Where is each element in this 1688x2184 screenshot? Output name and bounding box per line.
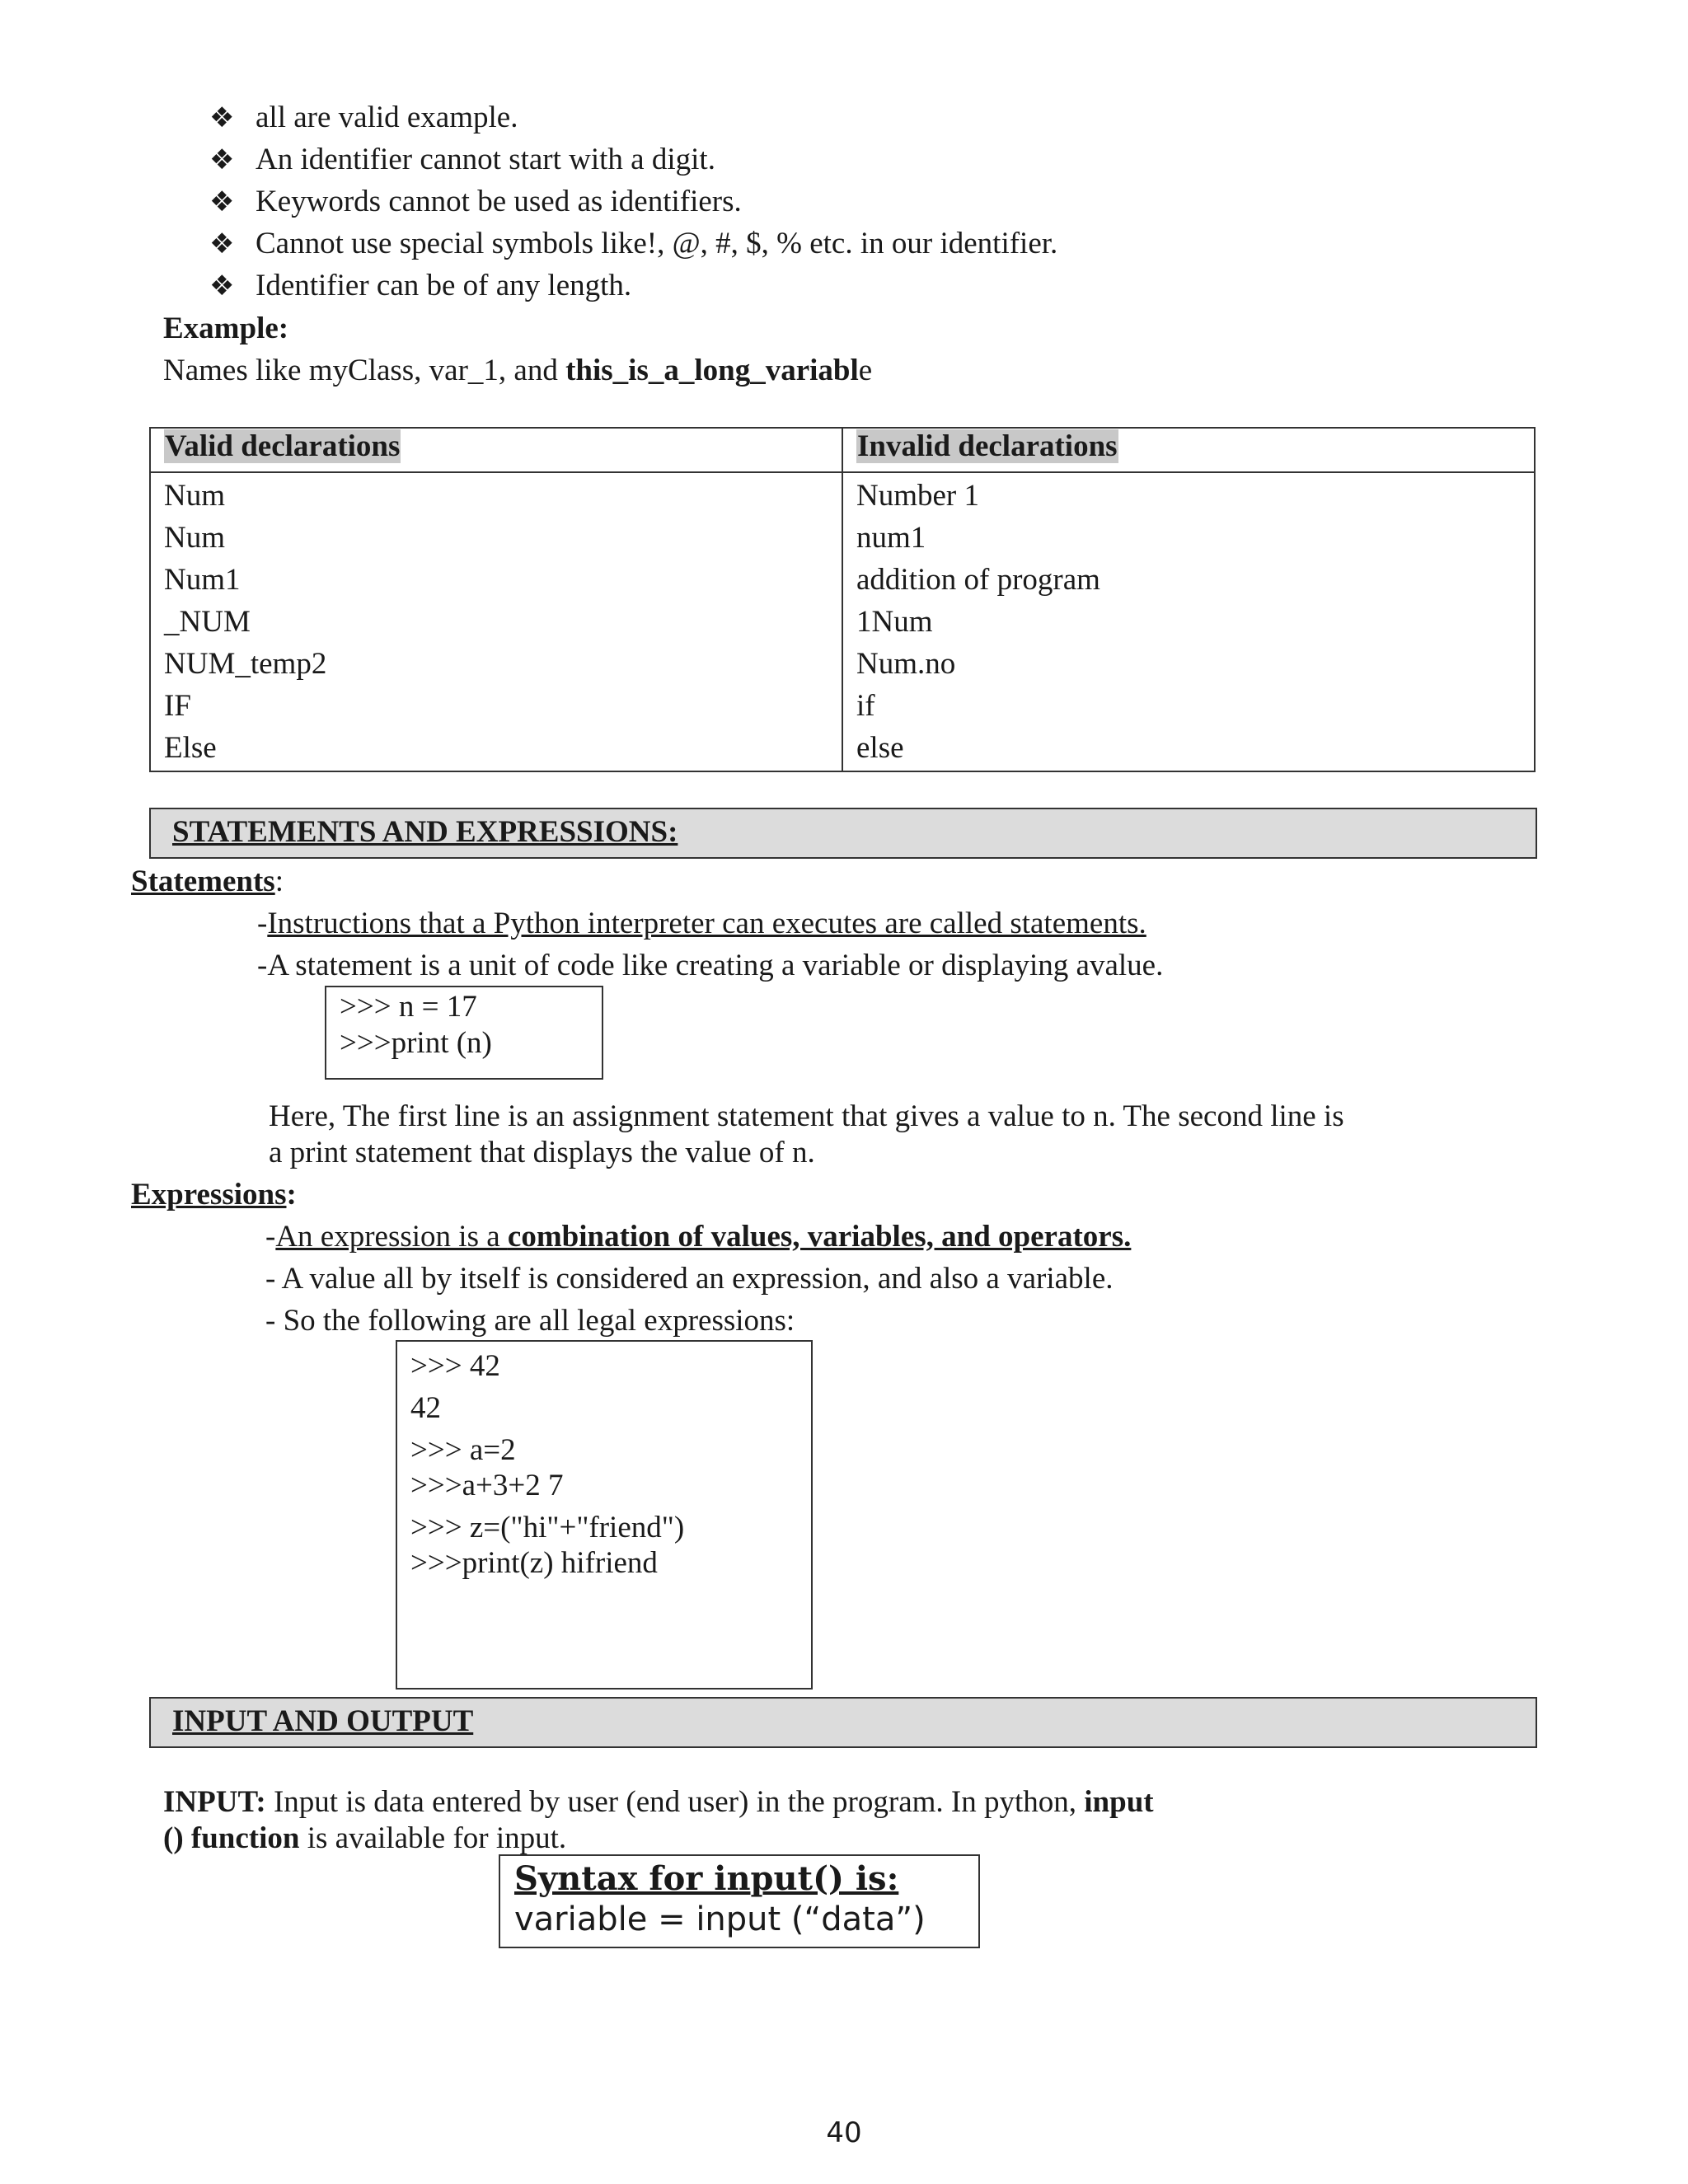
code-line: >>>print (n) bbox=[340, 1026, 492, 1060]
statements-line-2: -A statement is a unit of code like creating a variable or displaying avalue. bbox=[257, 949, 1164, 982]
code-line: >>> 42 bbox=[410, 1349, 500, 1383]
declarations-table bbox=[149, 427, 1536, 772]
code-line: >>> n = 17 bbox=[340, 990, 477, 1024]
code-line: 42 bbox=[410, 1391, 441, 1425]
code-line: >>>print(z) hifriend bbox=[410, 1546, 658, 1580]
statements-line-1: -Instructions that a Python interpreter can executes are called statements. bbox=[257, 907, 1146, 940]
statement-code-box bbox=[325, 986, 603, 1080]
cell-value: Num bbox=[164, 479, 225, 513]
code-line: >>> z=("hi"+"friend") bbox=[410, 1511, 685, 1544]
statements-explain-2: a print statement that displays the value of n. bbox=[269, 1136, 815, 1169]
cell-value: IF bbox=[164, 689, 191, 723]
cell-value: if bbox=[856, 689, 875, 723]
bullet-text: Identifier can be of any length. bbox=[256, 269, 632, 302]
cell-value: _NUM bbox=[164, 605, 251, 639]
syntax-box bbox=[499, 1854, 980, 1948]
syntax-line: variable = input (“data”) bbox=[514, 1900, 926, 1938]
list-item bbox=[209, 223, 1057, 265]
expressions-heading: Expressions: bbox=[131, 1178, 297, 1212]
code-line: >>>a+3+2 7 bbox=[410, 1469, 564, 1502]
cell-value: 1Num bbox=[856, 605, 933, 639]
diamond-bullet-icon: ❖ bbox=[209, 101, 235, 134]
section-header-statements: STATEMENTS AND EXPRESSIONS: bbox=[149, 808, 1537, 859]
example-line bbox=[163, 353, 872, 389]
list-item bbox=[209, 96, 1057, 138]
expression-code-box bbox=[396, 1340, 813, 1690]
statements-explain-1: Here, The first line is an assignment statement that gives a value to n. The second line is bbox=[269, 1099, 1344, 1133]
example-text: Names like myClass, var_1, and bbox=[163, 354, 566, 387]
bullet-list bbox=[209, 96, 1057, 307]
diamond-bullet-icon: ❖ bbox=[209, 269, 235, 302]
list-item bbox=[209, 180, 1057, 223]
code-line: >>> a=2 bbox=[410, 1433, 516, 1467]
example-bold-text: this_is_a_long_variabl bbox=[565, 354, 859, 387]
diamond-bullet-icon: ❖ bbox=[209, 227, 235, 260]
cell-value: NUM_temp2 bbox=[164, 647, 327, 681]
statements-heading: Statements: bbox=[131, 865, 284, 898]
bullet-text: Cannot use special symbols like!, @, #, $, % etc. in our identifier. bbox=[256, 227, 1058, 260]
cell-value: addition of program bbox=[856, 563, 1100, 597]
valid-cell bbox=[150, 472, 842, 771]
cell-value: num1 bbox=[856, 521, 926, 555]
diamond-bullet-icon: ❖ bbox=[209, 185, 235, 218]
cell-value: Num bbox=[164, 521, 225, 555]
bullet-text: all are valid example. bbox=[256, 101, 518, 134]
example-suffix: e bbox=[858, 354, 873, 387]
expressions-line-2: - A value all by itself is considered an expression, and also a variable. bbox=[265, 1262, 1114, 1296]
list-item bbox=[209, 138, 1057, 180]
invalid-cell bbox=[842, 472, 1535, 771]
cell-value: Num1 bbox=[164, 563, 241, 597]
input-paragraph-line-1: INPUT: Input is data entered by user (end user) in the program. In python, input bbox=[163, 1785, 1154, 1819]
diamond-bullet-icon: ❖ bbox=[209, 143, 235, 176]
cell-value: Number 1 bbox=[856, 479, 979, 513]
table-row bbox=[150, 472, 1535, 771]
list-item bbox=[209, 265, 1057, 307]
example-heading: Example: bbox=[163, 312, 289, 345]
section-header-input-output: INPUT AND OUTPUT bbox=[149, 1697, 1537, 1748]
table-header-row bbox=[150, 428, 1535, 472]
header-valid: Valid declarations bbox=[150, 428, 842, 472]
expressions-line-3: - So the following are all legal expressions: bbox=[265, 1304, 795, 1338]
cell-value: Else bbox=[164, 731, 217, 765]
page-number: 40 bbox=[826, 2116, 862, 2149]
cell-value: Num.no bbox=[856, 647, 956, 681]
cell-value: else bbox=[856, 731, 904, 765]
header-invalid: Invalid declarations bbox=[842, 428, 1535, 472]
bullet-text: An identifier cannot start with a digit. bbox=[256, 143, 715, 176]
syntax-title: Syntax for input() is: bbox=[514, 1859, 899, 1898]
expressions-line-1: -An expression is a combination of values, variables, and operators. bbox=[265, 1220, 1132, 1254]
input-paragraph-line-2: () function is available for input. bbox=[163, 1821, 567, 1855]
bullet-text: Keywords cannot be used as identifiers. bbox=[256, 185, 742, 218]
